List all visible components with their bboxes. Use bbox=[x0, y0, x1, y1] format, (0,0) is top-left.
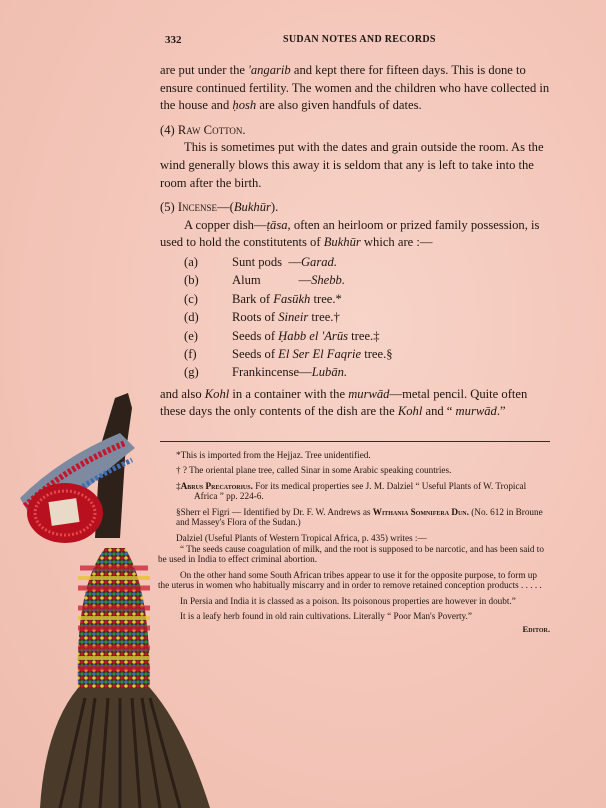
intro-paragraph: are put under the 'angarib and kept there for fifteen days. This is done to ensure continued fertility. The women and the children who have collected in the house and ḥosh are also given handfuls of dates. bbox=[160, 63, 550, 113]
list-item: (g) Frankincense—Lubān. bbox=[184, 365, 348, 380]
footnote: On the other hand some South African tribes appear to use it for the opposite purpose, to form up the uterus in women who habitually miscarry and in order to remove retained conception products . . . . . bbox=[158, 569, 542, 591]
incense-paragraph: A copper dish—ṭāsa, often an heirloom or prized family possession, is used to hold the constitutents of Bukhūr which are :— bbox=[160, 217, 540, 250]
footnote: ‡Abrus Precatorius. For its medical properties see J. M. Dalziel “ Useful Plants of W. Tropical Africa ” pp. 224-6. bbox=[176, 480, 527, 502]
section-heading-raw-cotton: (4) Raw Cotton. bbox=[160, 122, 246, 137]
footnote: §Sherr el Figri — Identified by Dr. F. W. Andrews as Withania Somnifera Dun. (No. 612 in Broune and Massey's Flora of the Sudan.) bbox=[176, 506, 543, 528]
footnote-divider bbox=[160, 441, 550, 442]
footnote: Dalziel (Useful Plants of Western Tropical Africa, p. 435) writes :— bbox=[176, 532, 427, 543]
list-item: (e) Seeds of Ḥabb el 'Arūs tree.‡ bbox=[184, 328, 380, 343]
editor-signature: Editor. bbox=[522, 623, 550, 634]
page-header bbox=[165, 34, 550, 50]
list-item: (b) Alum —Shebb. bbox=[184, 273, 345, 288]
list-item: (d) Roots of Sineir tree.† bbox=[184, 310, 340, 325]
raw-cotton-paragraph: This is sometimes put with the dates and grain outside the room. As the wind generally blows this away it is seldom that any is left to take into the room after the birth. bbox=[160, 140, 544, 190]
running-title: SUDAN NOTES AND RECORDS bbox=[283, 34, 436, 45]
closing-paragraph: and also Kohl in a container with the murwād—metal pencil. Quite often these days the only contents of the dish are the Kohl and “ murwād.” bbox=[160, 386, 528, 419]
footnote: “ The seeds cause coagulation of milk, and the root is supposed to be narcotic, and has been said to be used in India to effect criminal abortion. bbox=[158, 543, 544, 565]
main-text bbox=[160, 62, 552, 421]
footnote: *This is imported from the Hejjaz. Tree unidentified. bbox=[176, 450, 371, 460]
footnote: It is a leafy herb found in old rain cultivations. Literally “ Poor Man's Poverty.” bbox=[180, 611, 472, 622]
beaded-tassel-ornament-icon bbox=[0, 388, 215, 808]
page-number: 332 bbox=[165, 34, 182, 46]
list-item: (a) Sunt pods —Garad. bbox=[184, 254, 337, 269]
footnote: † ? The oriental plane tree, called Sinar in some Arabic speaking countries. bbox=[176, 465, 452, 476]
ingredient-list bbox=[184, 254, 552, 383]
footnote: In Persia and India it is classed as a poison. Its poisonous properties are however in doubt.” bbox=[180, 595, 516, 606]
list-item: (c) Bark of Fasūkh tree.* bbox=[184, 291, 342, 306]
list-item: (f) Seeds of El Ser El Faqrie tree.§ bbox=[184, 346, 393, 361]
footnotes bbox=[158, 450, 550, 635]
section-heading-incense: (5) Incense—(Bukhūr). bbox=[160, 200, 279, 215]
